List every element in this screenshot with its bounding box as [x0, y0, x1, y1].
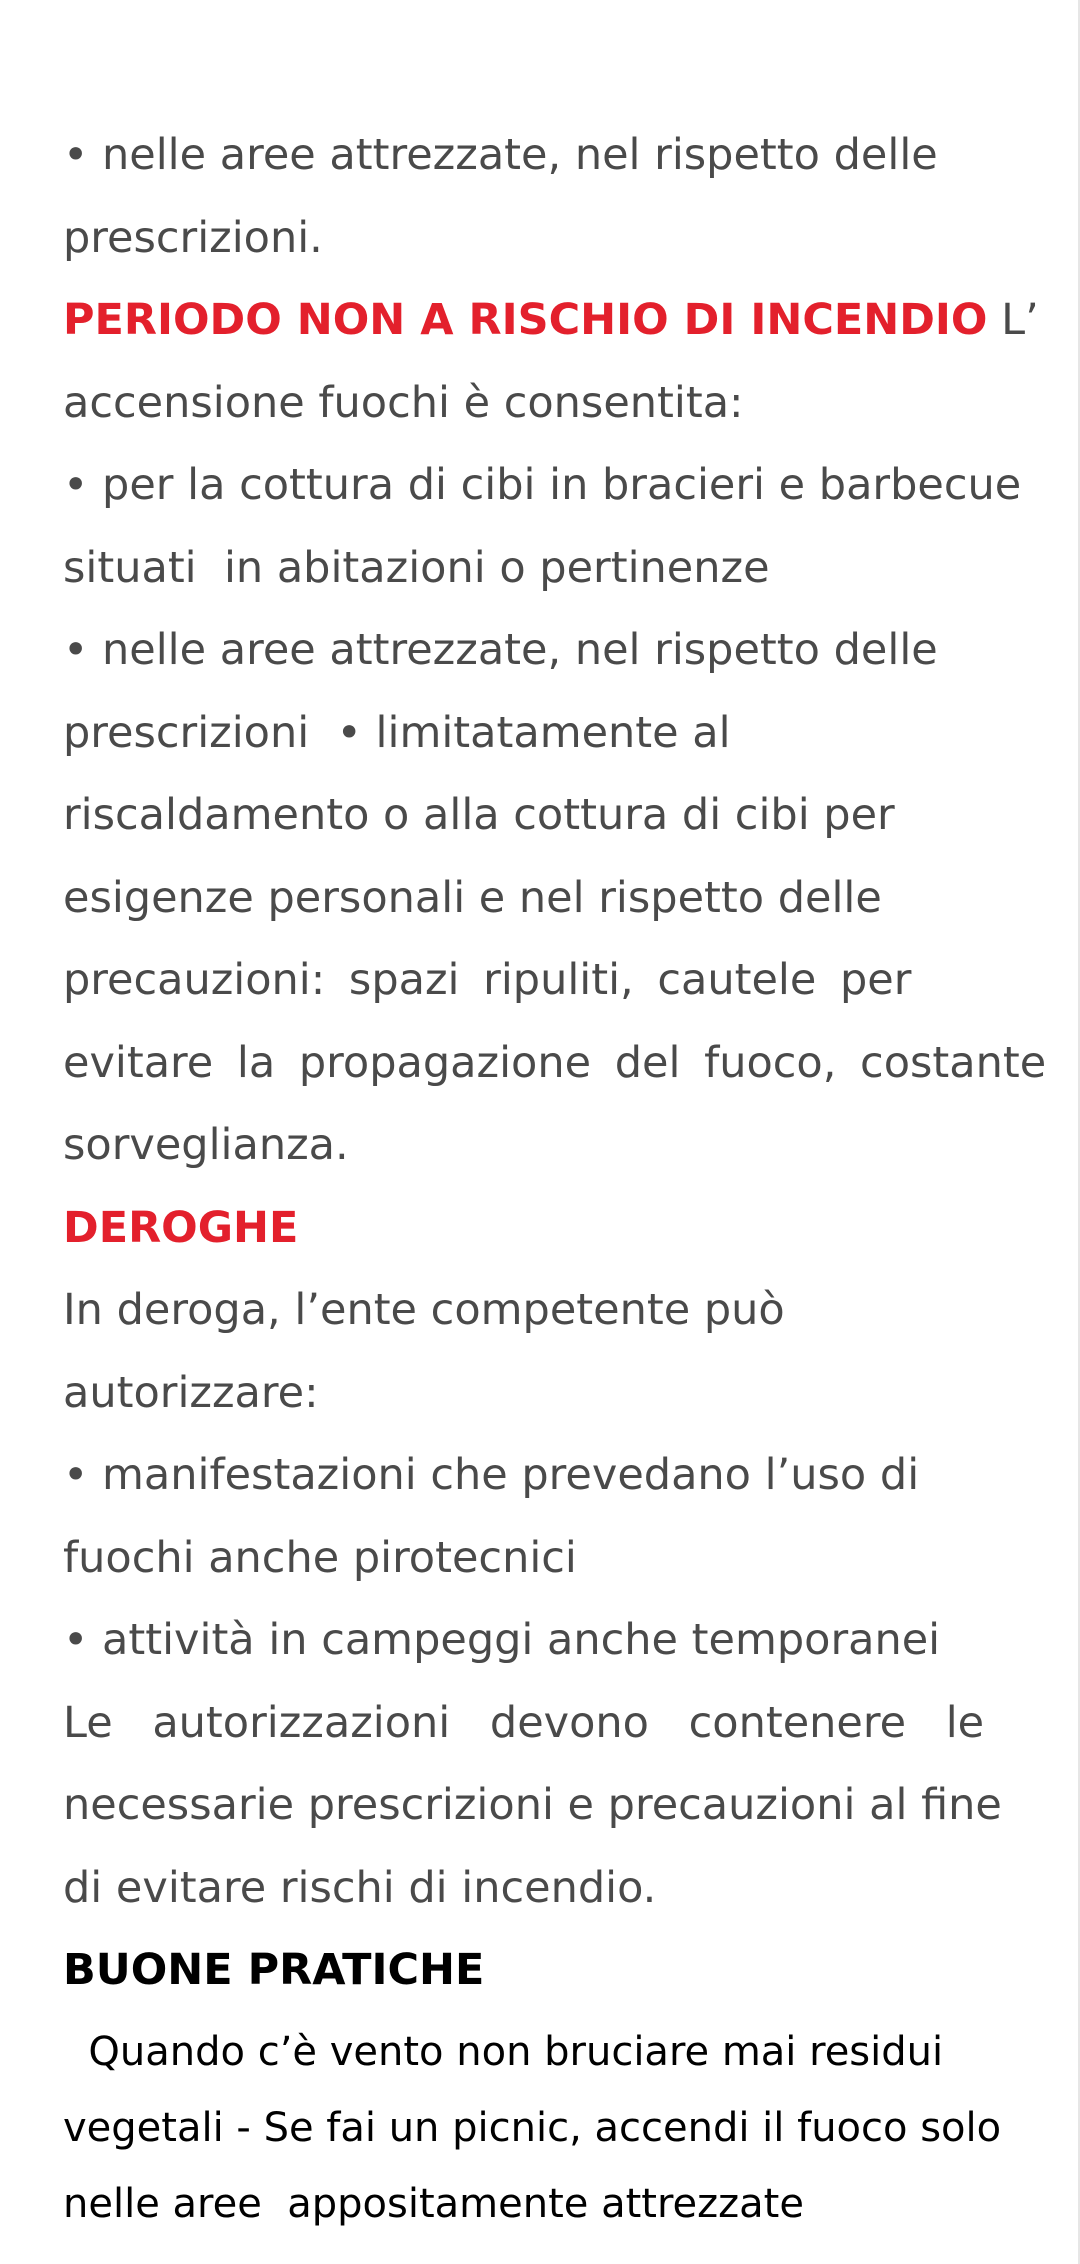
text-line: • nelle aree attrezzate, nel rispetto delle	[63, 625, 938, 675]
text-line: fuochi anche pirotecnici	[63, 1532, 577, 1583]
text-line: • per la cottura di cibi in bracieri e barbecue	[63, 460, 1022, 510]
text-line: autorizzare:	[63, 1367, 319, 1418]
text-line: prescrizioni • limitatamente al	[63, 707, 731, 758]
text-line: • attività in campeggi anche temporanei	[63, 1615, 941, 1665]
text-line: evitare la propagazione del fuoco, costante	[63, 1037, 1047, 1088]
text-line: L’	[987, 295, 1039, 345]
text-line: sorveglianza.	[63, 1120, 349, 1170]
text-line: accensione fuochi è consentita:	[63, 377, 744, 428]
periodo-heading-line	[63, 279, 1039, 362]
buone-pratiche-text	[63, 2014, 1023, 2242]
periodo-heading: PERIODO NON A RISCHIO DI INCENDIO	[63, 295, 988, 345]
text-line: esigenze personali e nel rispetto delle	[63, 872, 882, 923]
text-line: riscaldamento o alla cottura di cibi per	[63, 790, 895, 840]
text-line: di evitare rischi di incendio.	[63, 1862, 657, 1913]
text-line: In deroga, l’ente competente può	[63, 1285, 785, 1335]
text-line: Quando c’è vento non bruciare mai residui	[63, 2028, 944, 2075]
text-line: precauzioni: spazi ripuliti, cautele per	[63, 955, 912, 1005]
text-line: nelle aree appositamente attrezzate	[63, 2180, 804, 2227]
text-line: situati in abitazioni o pertinenze	[63, 542, 770, 593]
deroghe-heading: DEROGHE	[63, 1202, 299, 1253]
text-line: necessarie prescrizioni e precauzioni al fine	[63, 1780, 1002, 1830]
document-body	[63, 114, 1047, 2242]
text-line: vegetali - Se fai un picnic, accendi il fuoco solo	[63, 2104, 1002, 2151]
text-line: • manifestazioni che prevedano l’uso di	[63, 1450, 920, 1500]
text-line: • nelle aree attrezzate, nel rispetto delle	[63, 130, 938, 180]
text-line: prescrizioni.	[63, 212, 323, 263]
text-line: Le autorizzazioni devono contenere le	[63, 1697, 985, 1748]
buone-pratiche-heading: BUONE PRATICHE	[63, 1945, 485, 1995]
